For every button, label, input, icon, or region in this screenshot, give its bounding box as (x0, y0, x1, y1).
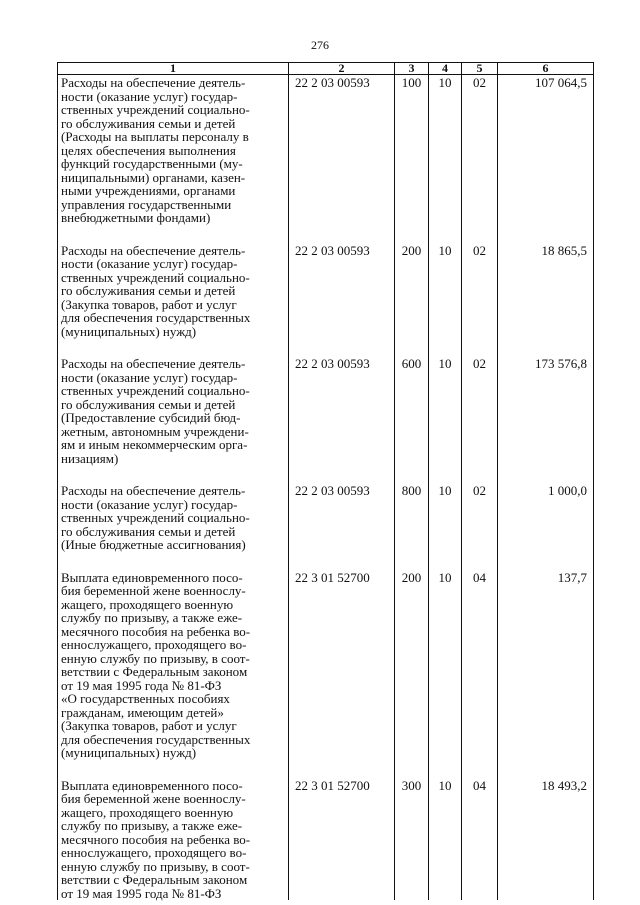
table-row (58, 356, 594, 483)
row-code: 22 3 01 52700 (289, 778, 395, 901)
row-name (58, 75, 289, 243)
page-number: 276 (311, 38, 329, 52)
row-name-text: Расходы на обеспечение деятель- ности (оказание услуг) государ- ственных учреждений социально- го обслуживания семьи и детей (Предоставление субсидий бюд- жетным, автономным учреждени- ям и иным некоммерческим орга- низациям) (61, 356, 250, 466)
column-header-5: 5 (462, 63, 498, 75)
row-name (58, 356, 289, 483)
row-section: 10 (429, 75, 462, 243)
row-name-text: Расходы на обеспечение деятель- ности (оказание услуг) государ- ственных учреждений социально- го обслуживания семьи и детей (Иные бюджетные ассигнования) (61, 483, 250, 552)
column-header-6: 6 (498, 63, 594, 75)
row-name (58, 243, 289, 357)
table-header-row (58, 63, 594, 75)
column-header-2: 2 (289, 63, 395, 75)
row-name-text: Расходы на обеспечение деятель- ности (оказание услуг) государ- ственных учреждений социально- го обслуживания семьи и детей (Расходы на выплаты персоналу в целях обеспечения выполнения функций государственными (му- ниципальными) органами, казен- ными учреждениями, органами управления государственными внебюджетными фондами) (61, 75, 250, 225)
column-header-3: 3 (395, 63, 429, 75)
budget-table (57, 62, 594, 900)
row-expense-type: 600 (395, 356, 429, 483)
row-code: 22 3 01 52700 (289, 570, 395, 778)
row-section: 10 (429, 356, 462, 483)
row-expense-type: 100 (395, 75, 429, 243)
row-subsection: 04 (462, 778, 498, 901)
row-section: 10 (429, 570, 462, 778)
row-amount: 107 064,5 (498, 75, 594, 243)
row-subsection: 02 (462, 356, 498, 483)
row-name-text: Расходы на обеспечение деятель- ности (оказание услуг) государ- ственных учреждений социально- го обслуживания семьи и детей (Закупка товаров, работ и услуг для обеспечения государственных (муниципальных) нужд) (61, 242, 251, 339)
column-header-4: 4 (429, 63, 462, 75)
row-name (58, 778, 289, 901)
table-row (58, 570, 594, 778)
table-row (58, 243, 594, 357)
column-header-1: 1 (58, 63, 289, 75)
row-code: 22 2 03 00593 (289, 243, 395, 357)
table-row (58, 483, 594, 570)
row-name-text: Выплата единовременного посо- бия беременной жене военнослу- жащего, проходящего военную службу по призыву, а также еже- месячного пособия на ребенка во- еннослужащего, проходящего во- енную службу по призыву, в соот- ветствии с Федеральным законом от 19 мая 1995 года № 81-ФЗ «О государственных пособиях гражданам, имеющим детей» (Закупка товаров, работ и услуг для обеспечения государственных (муниципальных) нужд) (61, 569, 251, 760)
row-name (58, 570, 289, 778)
row-code: 22 2 03 00593 (289, 483, 395, 570)
row-section: 10 (429, 483, 462, 570)
row-expense-type: 800 (395, 483, 429, 570)
row-subsection: 02 (462, 483, 498, 570)
row-code: 22 2 03 00593 (289, 75, 395, 243)
row-subsection: 04 (462, 570, 498, 778)
row-amount: 18 865,5 (498, 243, 594, 357)
row-name (58, 483, 289, 570)
row-section: 10 (429, 243, 462, 357)
table-row (58, 75, 594, 243)
row-code: 22 2 03 00593 (289, 356, 395, 483)
row-amount: 137,7 (498, 570, 594, 778)
row-expense-type: 200 (395, 243, 429, 357)
row-expense-type: 300 (395, 778, 429, 901)
row-amount: 173 576,8 (498, 356, 594, 483)
row-section: 10 (429, 778, 462, 901)
row-name-text: Выплата единовременного посо- бия беременной жене военнослу- жащего, проходящего военную службу по призыву, а также еже- месячного пособия на ребенка во- еннослужащего, проходящего во- енную службу по призыву, в соот- ветствии с Федеральным законом от 19 мая 1995 года № 81-ФЗ (61, 777, 251, 901)
row-subsection: 02 (462, 75, 498, 243)
row-amount: 18 493,2 (498, 778, 594, 901)
row-amount: 1 000,0 (498, 483, 594, 570)
row-expense-type: 200 (395, 570, 429, 778)
row-subsection: 02 (462, 243, 498, 357)
table-row (58, 778, 594, 901)
